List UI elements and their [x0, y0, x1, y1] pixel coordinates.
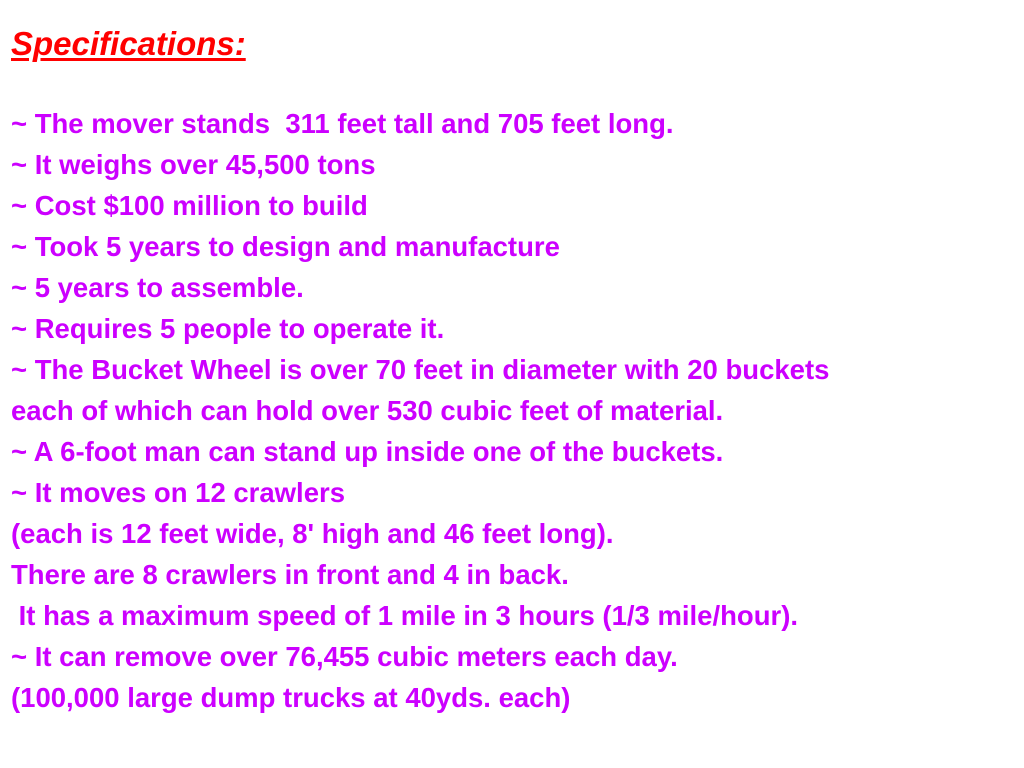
spec-line: ~ It can remove over 76,455 cubic meters each day. — [11, 641, 678, 672]
specification-list — [11, 103, 829, 718]
spec-line: (each is 12 feet wide, 8' high and 46 feet long). — [11, 518, 614, 549]
spec-line: ~ 5 years to assemble. — [11, 272, 304, 303]
spec-line: ~ Took 5 years to design and manufacture — [11, 231, 560, 262]
spec-line: ~ It weighs over 45,500 tons — [11, 149, 376, 180]
spec-line: ~ It moves on 12 crawlers — [11, 477, 345, 508]
spec-line: ~ The mover stands 311 feet tall and 705 feet long. — [11, 108, 674, 139]
spec-line: There are 8 crawlers in front and 4 in back. — [11, 559, 569, 590]
spec-line: ~ Requires 5 people to operate it. — [11, 313, 445, 344]
spec-line: ~ A 6-foot man can stand up inside one of the buckets. — [11, 436, 724, 467]
spec-line: It has a maximum speed of 1 mile in 3 hours (1/3 mile/hour). — [11, 600, 799, 631]
spec-line: each of which can hold over 530 cubic feet of material. — [11, 395, 724, 426]
spec-line: ~ The Bucket Wheel is over 70 feet in diameter with 20 buckets — [11, 354, 830, 385]
slide-title: Specifications: — [11, 25, 246, 62]
spec-line: ~ Cost $100 million to build — [11, 190, 368, 221]
spec-line: (100,000 large dump trucks at 40yds. each) — [11, 682, 571, 713]
